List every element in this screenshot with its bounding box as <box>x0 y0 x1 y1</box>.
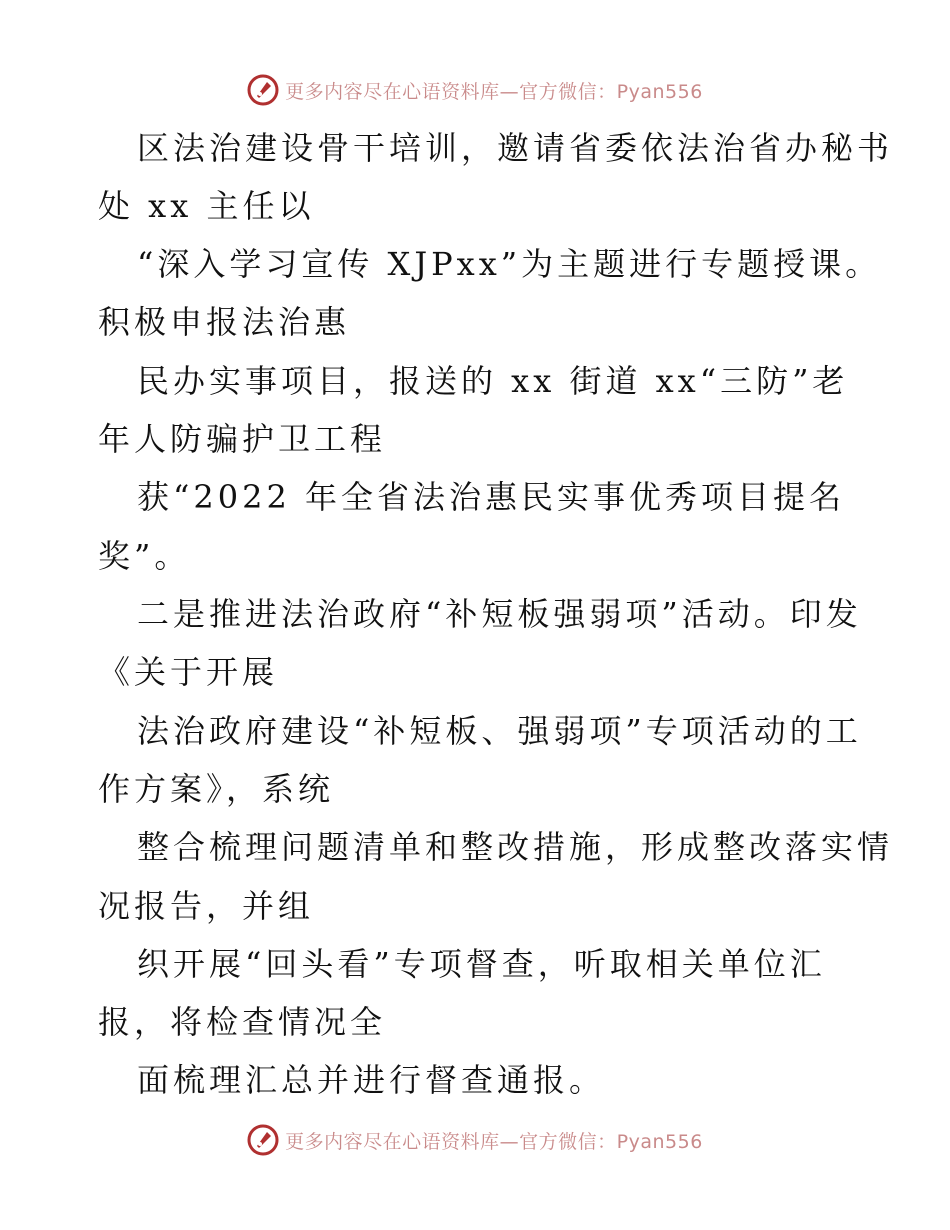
text-line: “深入学习宣传 XJPxx”为主题进行专题授课。 <box>137 245 882 283</box>
footer-banner-text: 更多内容尽在心语资料库—官方微信：Pyan556 <box>285 1130 703 1153</box>
text-line: 法治政府建设“补短板、强弱项”专项活动的工 <box>137 712 862 750</box>
header-banner-text: 更多内容尽在心语资料库—官方微信：Pyan556 <box>285 80 703 103</box>
text-line: 报，将检查情况全 <box>98 1003 387 1041</box>
text-line: 民办实事项目，报送的 xx 街道 xx“三防”老 <box>137 362 849 400</box>
text-line: 织开展“回头看”专项督查，听取相关单位汇 <box>137 945 826 983</box>
text-line: 整合梳理问题清单和整改措施，形成整改落实情 <box>137 828 894 866</box>
text-line: 获“2022 年全省法治惠民实事优秀项目提名 <box>137 478 845 516</box>
text-line: 处 xx 主任以 <box>98 187 315 225</box>
header-banner <box>0 70 950 110</box>
header-banner-content <box>247 74 703 106</box>
pen-nib-logo-icon <box>247 74 279 106</box>
text-line: 积极申报法治惠 <box>98 303 351 341</box>
text-line: 二是推进法治政府“补短板强弱项”活动。印发 <box>137 595 862 633</box>
text-line: 年人防骗护卫工程 <box>98 420 387 458</box>
footer-banner-content <box>247 1124 703 1156</box>
text-line: 作方案》，系统 <box>98 770 335 808</box>
text-line: 奖”。 <box>98 537 191 575</box>
pen-nib-logo-icon <box>247 1124 279 1156</box>
text-line: 况报告，并组 <box>98 887 315 925</box>
text-line: 面梳理汇总并进行督查通报。 <box>137 1061 606 1099</box>
footer-banner <box>0 1120 950 1160</box>
text-line: 《关于开展 <box>98 653 279 691</box>
text-line: 区法治建设骨干培训，邀请省委依法治省办秘书 <box>137 129 894 167</box>
